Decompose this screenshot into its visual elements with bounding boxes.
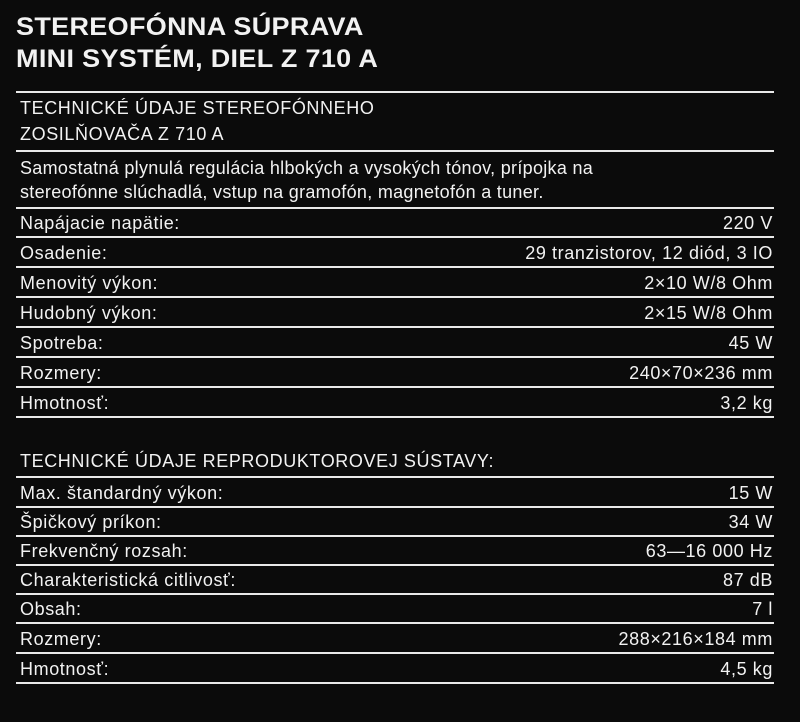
divider [16,652,774,654]
divider [16,622,774,624]
divider [16,476,774,478]
amplifier-description-line-1: Samostatná plynulá regulácia hlbokých a vysokých tónov, prípojka na [20,158,594,178]
spec-label: Spotreba: [20,333,104,353]
amplifier-heading-line-1: TECHNICKÉ ÚDAJE STEREOFÓNNEHO [20,98,375,118]
spec-value: 63—16 000 Hz [645,541,773,561]
spec-value: 87 dB [722,570,773,590]
spec-label: Napájacie napätie: [20,213,180,233]
spec-value: 220 V [722,213,773,233]
divider [16,356,774,358]
spec-row-volume [20,596,773,622]
divider [16,150,774,152]
divider [16,564,774,566]
spec-row-max-power [20,480,773,506]
spec-label: Rozmery: [20,629,102,649]
spec-value: 29 tranzistorov, 12 diód, 3 IO [525,243,773,263]
speaker-heading: TECHNICKÉ ÚDAJE REPRODUKTOROVEJ SÚSTAVY: [20,451,495,471]
spec-row-dimensions [20,360,773,386]
divider [16,326,774,328]
amplifier-description-line-2: stereofónne slúchadlá, vstup na gramofón, magnetofón a tuner. [20,182,544,202]
spec-row-sensitivity [20,567,773,593]
spec-row-speaker-dimensions [20,626,773,652]
spec-value: 15 W [728,483,773,503]
spec-value: 2×10 W/8 Ohm [644,273,773,293]
spec-row-rated-power [20,270,773,296]
document-title-line-1: STEREOFÓNNA SÚPRAVA [16,13,364,41]
spec-label: Obsah: [20,599,82,619]
divider [16,593,774,595]
spec-label: Hmotnosť: [20,659,110,679]
spec-row-peak-input [20,509,773,535]
divider [16,296,774,298]
spec-value: 4,5 kg [720,659,773,679]
spec-value: 3,2 kg [720,393,773,413]
spec-label: Charakteristická citlivosť: [20,570,237,590]
divider [16,416,774,418]
spec-label: Špičkový príkon: [20,512,162,532]
amplifier-heading-line-2: ZOSILŇOVAČA Z 710 A [20,124,225,144]
divider [16,236,774,238]
spec-row-speaker-weight [20,656,773,682]
spec-value: 7 l [752,599,773,619]
spec-row-supply-voltage [20,210,773,236]
document-title-line-2: MINI SYSTÉM, DIEL Z 710 A [16,45,379,73]
divider [16,91,774,93]
spec-value: 288×216×184 mm [618,629,773,649]
spec-row-weight [20,390,773,416]
spec-value: 2×15 W/8 Ohm [644,303,773,323]
divider [16,506,774,508]
spec-row-music-power [20,300,773,326]
spec-label: Max. štandardný výkon: [20,483,224,503]
divider [16,207,774,209]
divider [16,682,774,684]
spec-row-components [20,240,773,266]
spec-row-frequency-range [20,538,773,564]
divider [16,266,774,268]
spec-value: 45 W [728,333,773,353]
spec-label: Hmotnosť: [20,393,110,413]
spec-row-consumption [20,330,773,356]
spec-label: Hudobný výkon: [20,303,158,323]
spec-label: Rozmery: [20,363,102,383]
spec-value: 34 W [728,512,773,532]
spec-value: 240×70×236 mm [629,363,773,383]
divider [16,386,774,388]
spec-label: Frekvenčný rozsah: [20,541,188,561]
spec-label: Osadenie: [20,243,108,263]
divider [16,535,774,537]
spec-label: Menovitý výkon: [20,273,159,293]
